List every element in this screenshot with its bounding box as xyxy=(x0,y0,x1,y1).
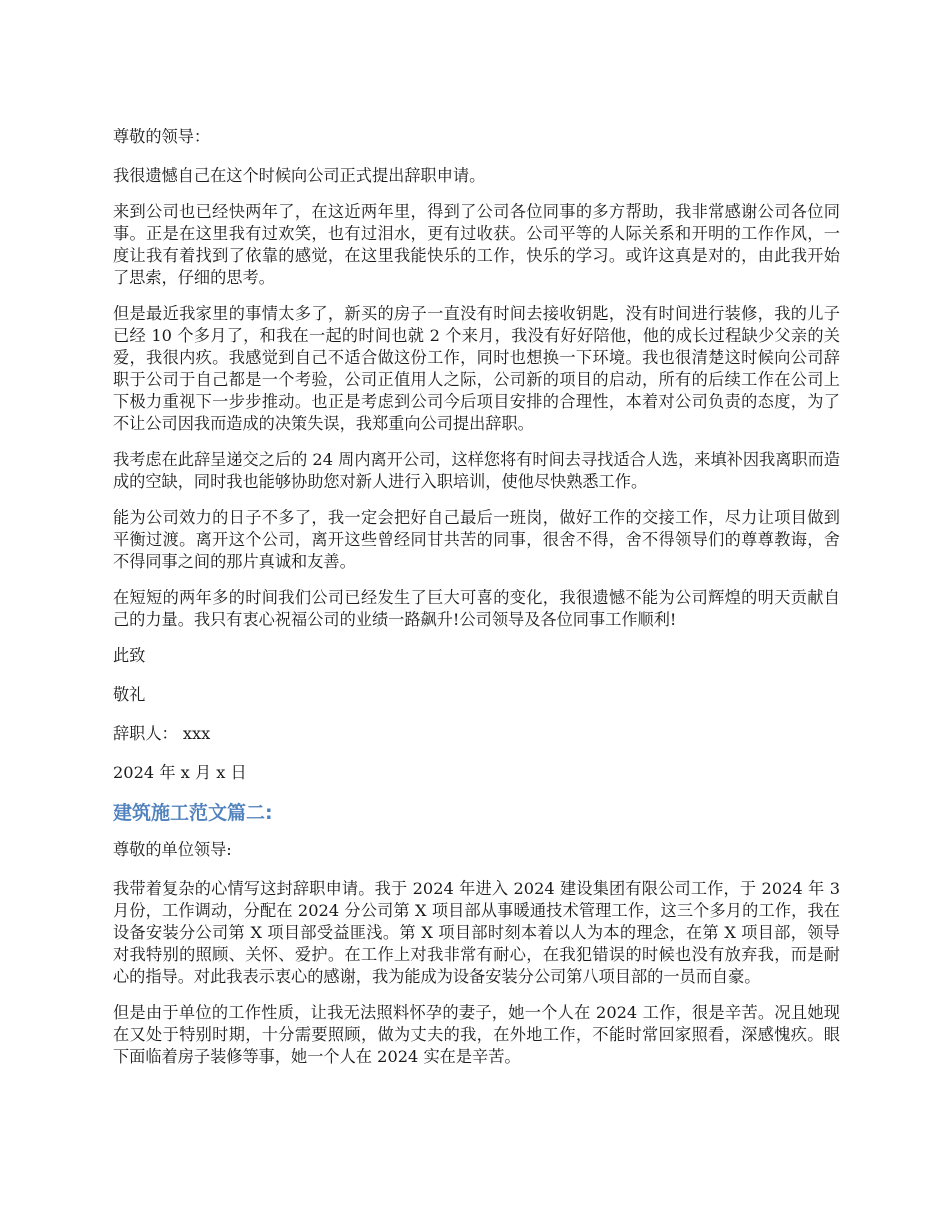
section2-salutation: 尊敬的单位领导: xyxy=(113,840,232,859)
closing-jingli: 敬礼 xyxy=(113,685,146,704)
paragraph-6: 在短短的两年多的时间我们公司已经发生了巨大可喜的变化，我很遗憾不能为公司辉煌的明天贡献自己的力量。我只有衷心祝福公司的业绩一路飙升!公司领导及各位同事工作顺利! xyxy=(113,588,840,629)
document-page xyxy=(113,126,840,1082)
salutation: 尊敬的领导： xyxy=(113,127,211,146)
paragraph-5: 能为公司效力的日子不多了，我一定会把好自己最后一班岗，做好工作的交接工作，尽力让项目做到平衡过渡。离开这个公司，离开这些曾经同甘共苦的同事，很舍不得，舍不得领导们的尊尊教诲，舍不得同事之间的那片真诚和友善。 xyxy=(113,508,840,571)
section2-paragraph-1: 我带着复杂的心情写这封辞职申请。我于 2024 年进入 2024 建设集团有限公司工作，于 2024 年 3 月份，工作调动，分配在 2024 分公司第 X 项目部从事暖通技术管理工作，这三个多月的工作，我在设备安装分公司第 X 项目部受益匪浅。第 X 项目部时刻本着以人为本的理念，在第 X 项目部，领导对我特别的照顾、关怀、爱护。在工作上对我非常有耐心，在我犯错误的时候也没有放弃我，而是耐心的指导。对此我表示衷心的感谢，我为能成为设备安装分公司第八项目部的一员而自豪。 xyxy=(113,879,840,986)
paragraph-1: 我很遗憾自己在这个时候向公司正式提出辞职申请。 xyxy=(113,166,486,185)
section2-paragraph-2: 但是由于单位的工作性质，让我无法照料怀孕的妻子，她一个人在 2024 工作，很是辛苦。况且她现在又处于特别时期，十分需要照顾，做为丈夫的我，在外地工作，不能时常回家照看，深感愧疚。眼下面临着房子装修等事，她一个人在 2024 实在是辛苦。 xyxy=(113,1003,840,1066)
date: 2024 年 x 月 x 日 xyxy=(113,763,247,782)
section-heading: 建筑施工范文篇二: xyxy=(113,802,273,824)
paragraph-3: 但是最近我家里的事情太多了，新买的房子一直没有时间去接收钥匙，没有时间进行装修，我的儿子已经 10 个多月了，和我在一起的时间也就 2 个来月，我没有好好陪他，他的成长过程缺少父亲的关爱，我很内疚。我感觉到自己不适合做这份工作，同时也想换一下环境。我也很清楚这时候向公司辞职于公司于自己都是一个考验，公司正值用人之际，公司新的项目的启动，所有的后续工作在公司上下极力重视下一步步推动。也正是考虑到公司今后项目安排的合理性，本着对公司负责的态度，为了不让公司因我而造成的决策失误，我郑重向公司提出辞职。 xyxy=(113,304,840,433)
closing-cizhi: 此致 xyxy=(113,646,146,665)
paragraph-2: 来到公司也已经快两年了，在这近两年里，得到了公司各位同事的多方帮助，我非常感谢公司各位同事。正是在这里我有过欢笑，也有过泪水，更有过收获。公司平等的人际关系和开明的工作作风，一度让我有着找到了依靠的感觉，在这里我能快乐的工作，快乐的学习。或许这真是对的，由此我开始了思索，仔细的思考。 xyxy=(113,202,840,287)
signer: 辞职人： xxx xyxy=(113,724,211,743)
paragraph-4: 我考虑在此辞呈递交之后的 24 周内离开公司，这样您将有时间去寻找适合人选，来填补因我离职而造成的空缺，同时我也能够协助您对新人进行入职培训，使他尽快熟悉工作。 xyxy=(113,450,840,491)
